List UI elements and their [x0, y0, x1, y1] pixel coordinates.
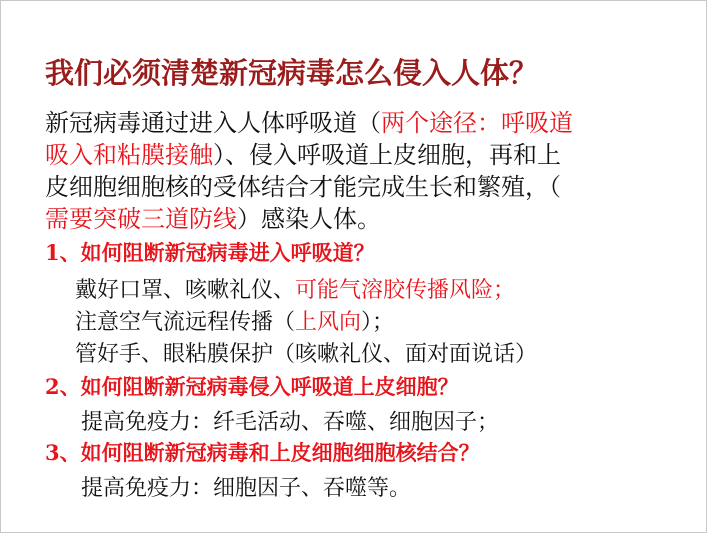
paragraph-line-3 — [45, 171, 665, 203]
question-2-item-1: 提高免疫力：纤毛活动、吞噬、细胞因子； — [81, 410, 500, 435]
highlight-text: 需要突破三道防线 — [45, 205, 237, 233]
question-1-heading: 1、如何阻断新冠病毒进入呼吸道？ — [45, 240, 375, 265]
question-3-item-1: 提高免疫力：细胞因子、吞噬等。 — [81, 476, 412, 501]
question-1-item-3: 管好手、眼粘膜保护（咳嗽礼仪、面对面说话） — [75, 342, 538, 367]
paragraph-text: ）、侵入呼吸道上皮细胞，再和上 — [213, 141, 561, 169]
paragraph-line-2 — [45, 139, 665, 171]
paragraph-line-1 — [45, 107, 665, 139]
item-text: ）； — [361, 310, 395, 335]
slide-title: 我们必须清楚新冠病毒怎么侵入人体？ — [45, 56, 539, 90]
paragraph-text: ）感染人体。 — [237, 205, 381, 233]
question-2-heading: 2、如何阻断新冠病毒侵入呼吸道上皮细胞？ — [45, 374, 459, 399]
paragraph-text: 皮细胞细胞核的受体结合才能完成生长和繁殖，（ — [45, 173, 561, 201]
question-1-item-2 — [75, 305, 394, 336]
highlight-text: 两个途径：呼吸道 — [381, 109, 573, 137]
question-1-item-1 — [75, 273, 515, 304]
highlight-text: 上风向 — [295, 310, 362, 335]
intro-paragraph — [45, 107, 665, 235]
highlight-text: 可能气溶胶传播风险； — [295, 278, 516, 303]
question-3-heading: 3、如何阻断新冠病毒和上皮细胞细胞核结合？ — [45, 440, 480, 465]
paragraph-line-4 — [45, 203, 665, 235]
highlight-text: 吸入和粘膜接触 — [45, 141, 213, 169]
item-text: 注意空气流远程传播（ — [75, 310, 296, 335]
item-text: 戴好口罩、咳嗽礼仪、 — [75, 278, 296, 303]
paragraph-text: 新冠病毒通过进入人体呼吸道（ — [45, 109, 381, 137]
